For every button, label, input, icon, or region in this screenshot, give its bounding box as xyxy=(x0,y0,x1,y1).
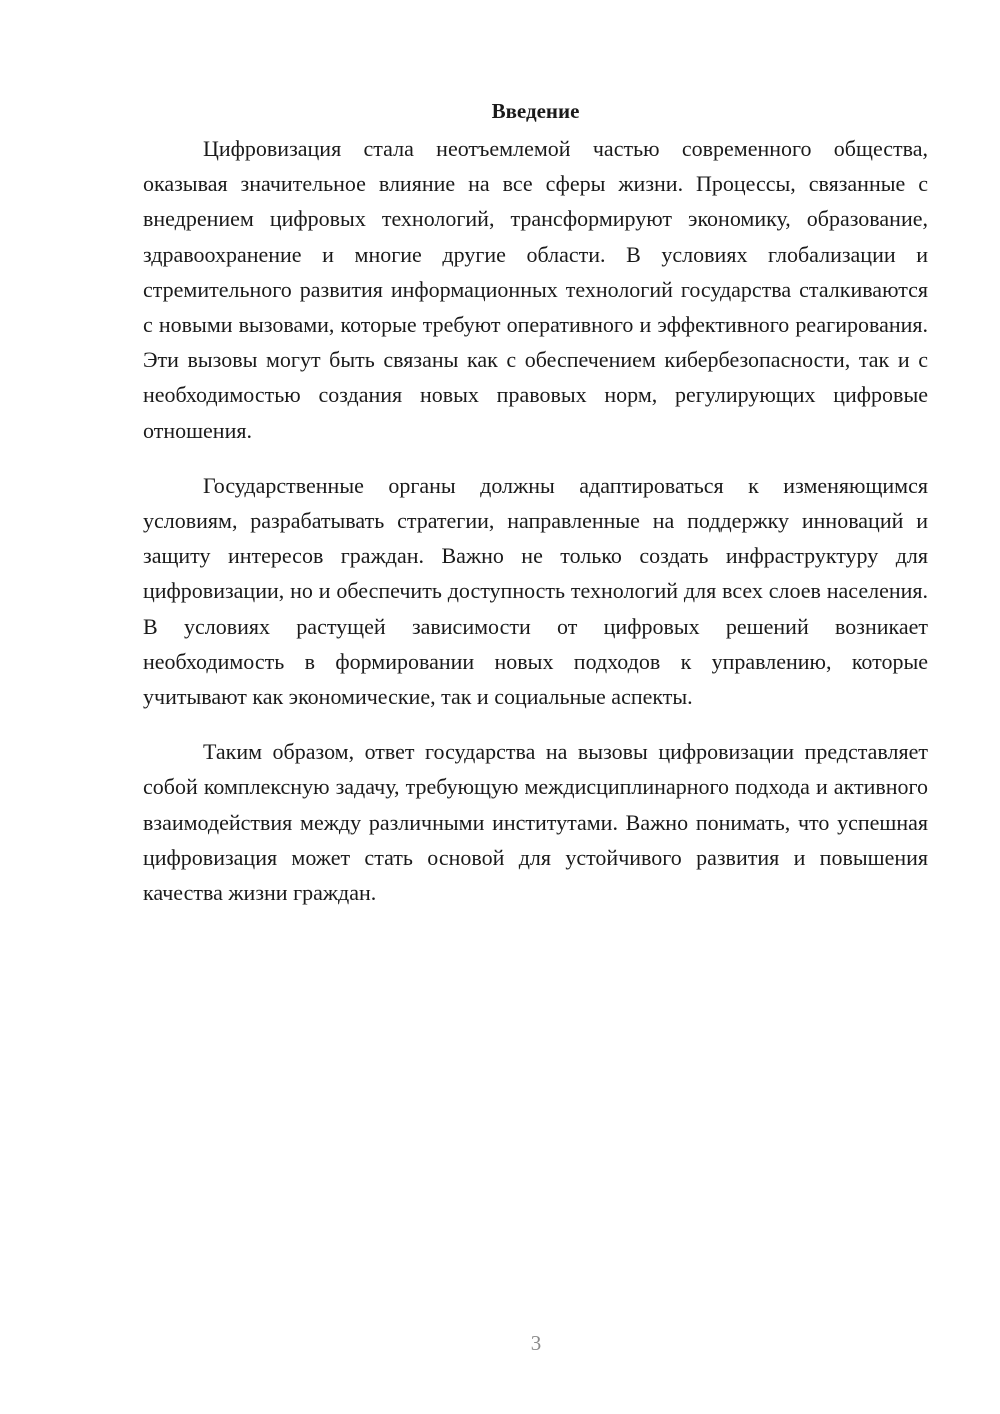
paragraph-3: Таким образом, ответ государства на вызовы цифровизации представляет собой комплексную задачу, требующую междисциплинарного подхода и активного взаимодействия между различными институтами. Важно понимать, что успешная цифровизация может стать основой для устойчивого развития и повышения качества жизни граждан. xyxy=(143,739,928,906)
page-content xyxy=(143,94,928,930)
section-heading: Введение xyxy=(491,99,580,123)
page-number: 3 xyxy=(530,1331,542,1355)
paragraph-2: Государственные органы должны адаптироваться к изменяющимся условиям, разрабатывать стратегии, направленные на поддержку инноваций и защиту интересов граждан. Важно не только создать инфраструктуру для цифровизации, но и обеспечить доступность технологий для всех слоев населения. В условиях растущей зависимости от цифровых решений возникает необходимость в формировании новых подходов к управлению, которые учитывают как экономические, так и социальные аспекты. xyxy=(143,472,928,710)
paragraph-1: Цифровизация стала неотъемлемой частью современного общества, оказывая значительное влияние на все сферы жизни. Процессы, связанные с внедрением цифровых технологий, трансформируют экономику, образование, здравоохранение и многие другие области. В условиях глобализации и стремительного развития информационных технологий государства сталкиваются с новыми вызовами, которые требуют оперативного и эффективного реагирования. Эти вызовы могут быть связаны как с обеспечением кибербезопасности, так и с необходимостью создания новых правовых норм, регулирующих цифровые отношения. xyxy=(143,136,928,443)
